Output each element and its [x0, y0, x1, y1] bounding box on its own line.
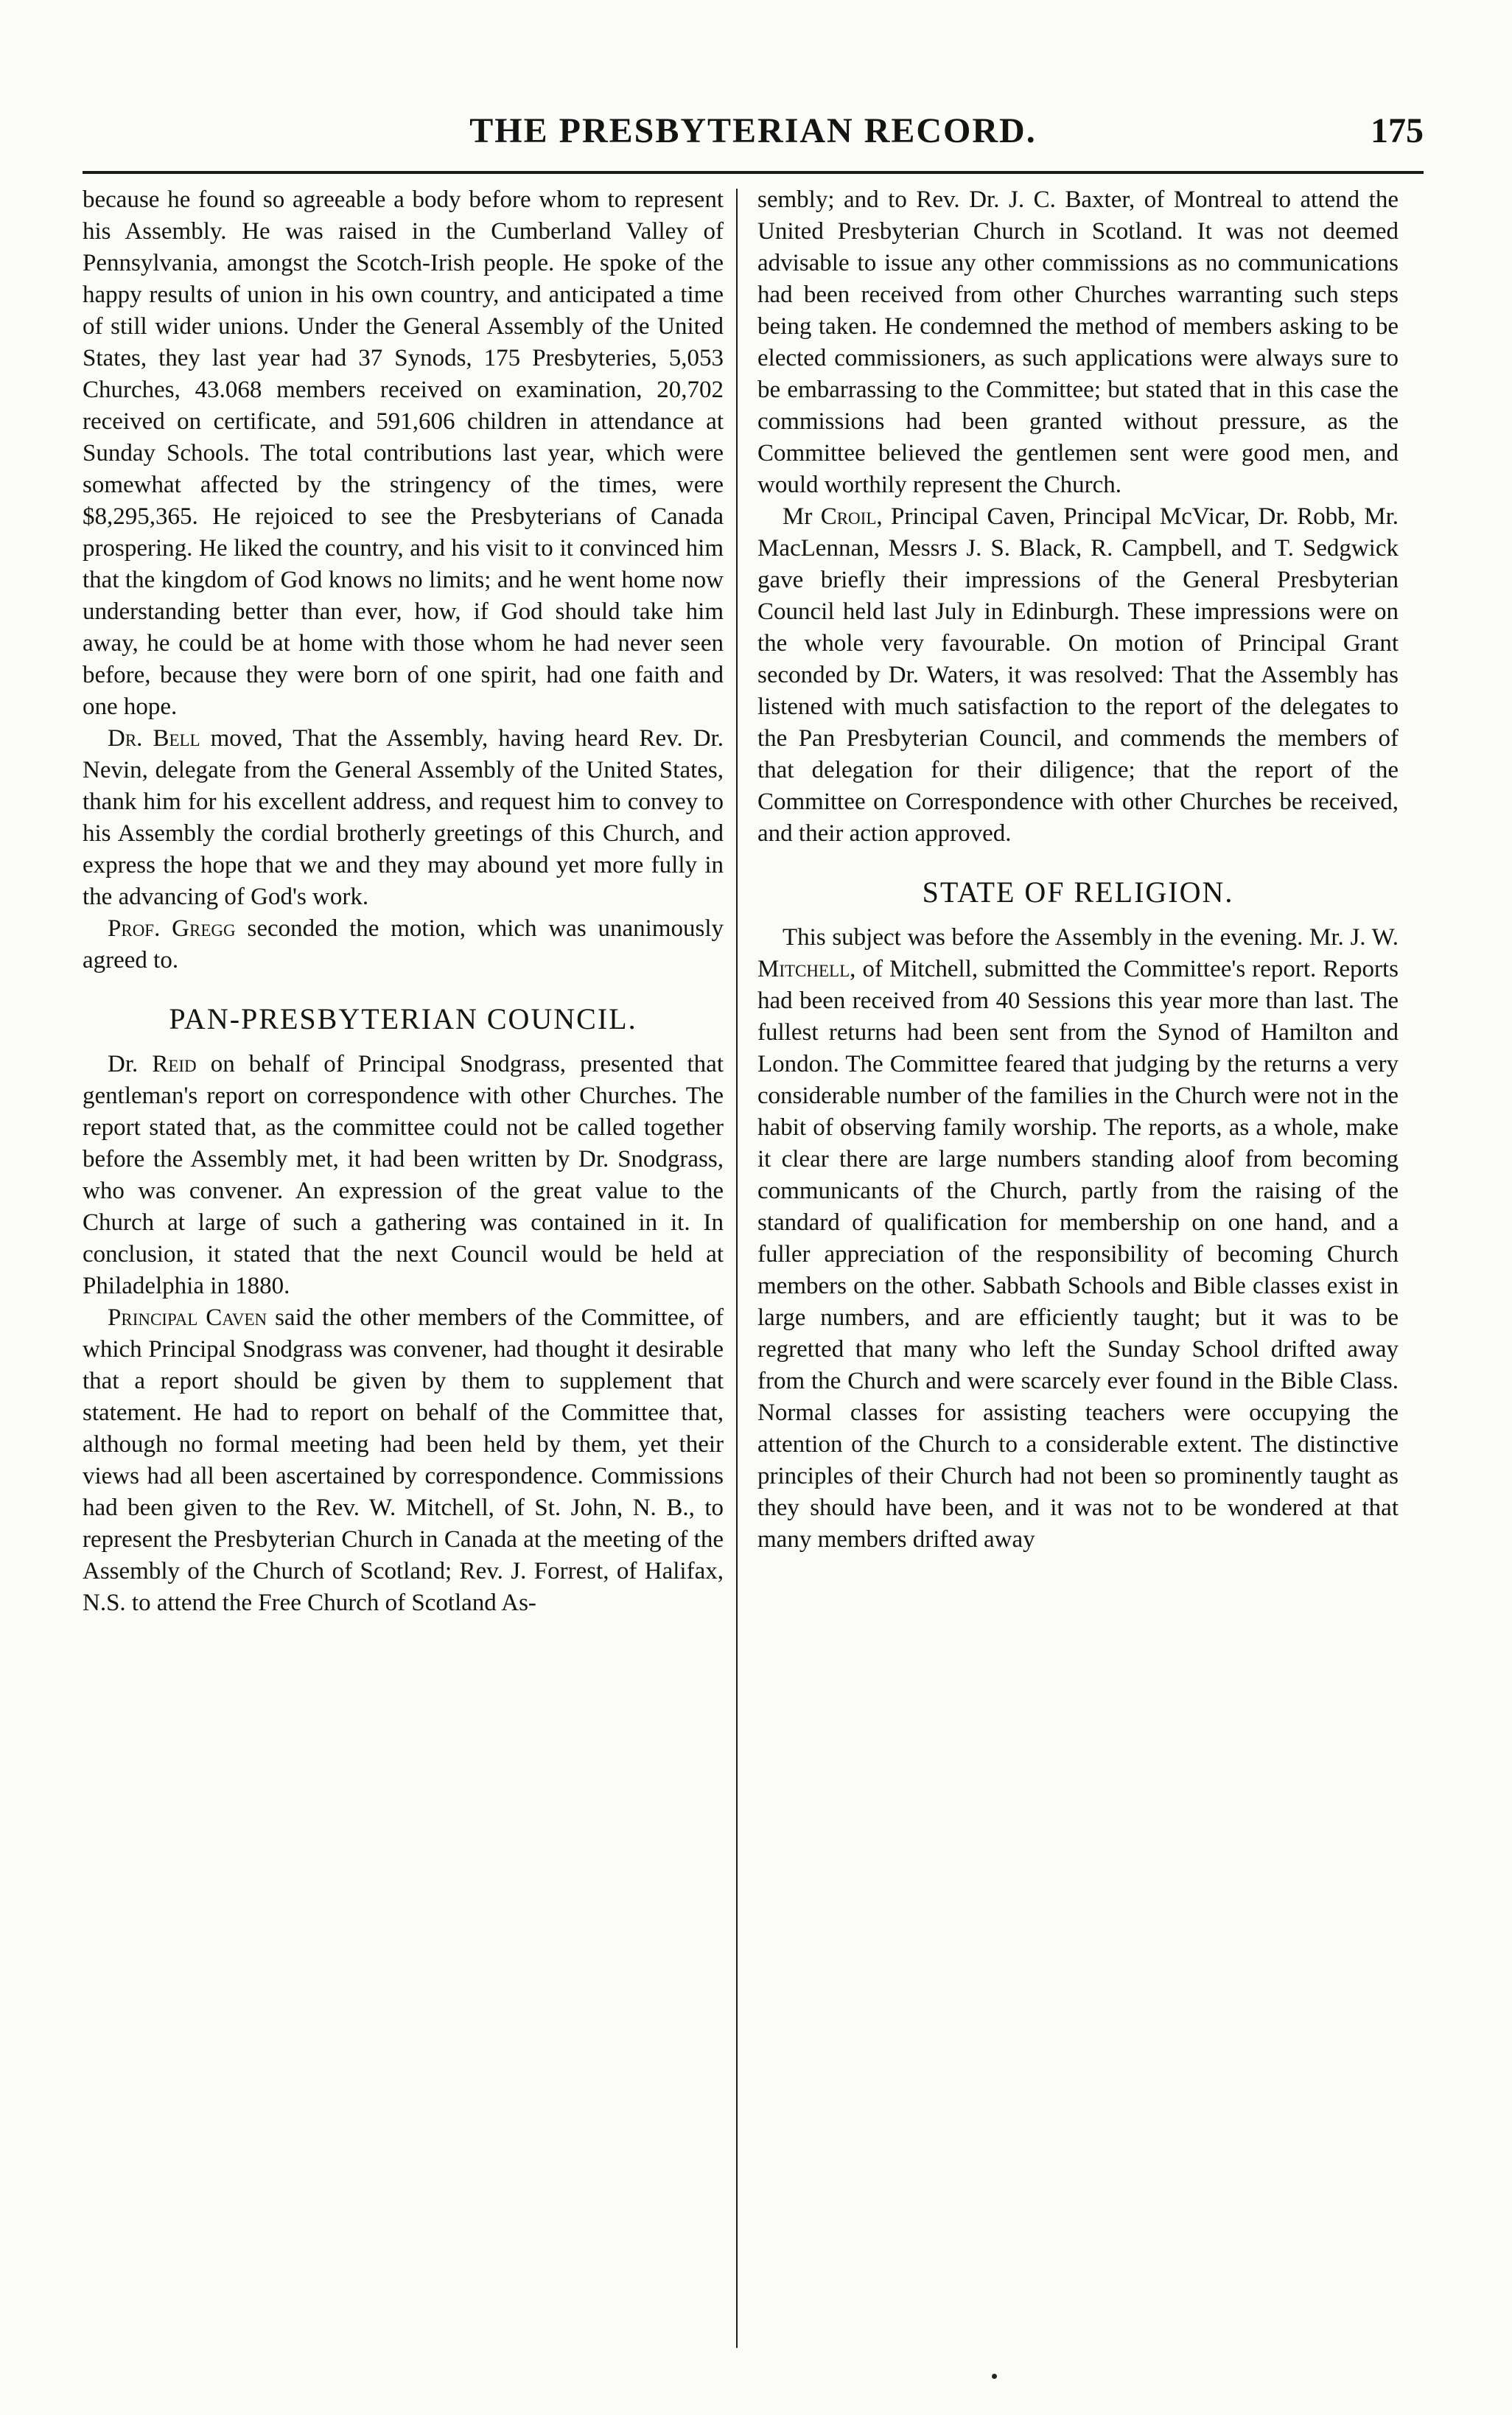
paragraph-text-lead: This subject was before the Assembly in the evening. Mr. J. W.	[783, 924, 1399, 951]
paragraph-text: seconded the motion, which was unanimously agreed to.	[83, 915, 724, 974]
speaker-name: Reid	[152, 1051, 197, 1077]
paragraph-continued: because he found so agreeable a body before whom to represent his Assembly. He was raised in the Cumberland Valley of Pennsylvania, amongst the Scotch-Irish people. He spoke of the happy results of union in his own country, and anticipated a time of still wider unions. Under the General Assembly of the United States, they last year had 37 Synods, 175 Presbyteries, 5,053 Churches, 43.068 members received on examination, 20,702 received on certificate, and 591,606 children in attendance at Sunday Schools. The total contributions last year, which were somewhat affected by the stringency of the times, were $8,295,365. He rejoiced to see the Presbyterians of Canada prospering. He liked the country, and his visit to it convinced him that the kingdom of God knows no limits; and he went home now understanding better than ever, how, if God should take him away, he could be at home with those whom he had never seen before, because they were born of one spirit, had one faith and one hope.	[83, 186, 724, 720]
paragraph-continued: sembly; and to Rev. Dr. J. C. Baxter, of Montreal to attend the United Presbyterian Church in Scotland. It was not deemed advisable to issue any other commissions as no communications had been received from other Churches warranting such steps being taken. He condemned the method of members asking to be elected commissioners, as such applications were always sure to be embarrassing to the Committee; but stated that in this case the commissions had been granted without pressure, as the Committee believed the gentlemen sent were good men, and would worthily represent the Church.	[757, 186, 1399, 498]
paragraph-text: on behalf of Principal Snodgrass, presented that gentleman's report on correspondence with other Churches. The report stated that, as the committee could not be called together before the Assembly met, it had been written by Dr. Snodgrass, who was convener. An expression of the great value to the Church at large of such a gathering was contained in it. In conclusion, it stated that the next Council would be held at Philadelphia in 1880.	[83, 1051, 724, 1299]
paragraph-croil-impressions	[757, 501, 1399, 850]
right-column	[757, 184, 1399, 2351]
speaker-prefix: Dr.	[108, 1051, 153, 1077]
paragraph-text: moved, That the Assembly, having heard Rev. Dr. Nevin, delegate from the General Assembly of the United States, thank him for his excellent address, and request him to convey to his Assembly the cordial brotherly greetings of this Church, and express the hope that we and they may abound yet more fully in the advancing of God's work.	[83, 725, 724, 910]
running-title: THE PRESBYTERIAN RECORD.	[469, 111, 1037, 150]
header-rule	[83, 171, 1424, 174]
speaker-prefix: Mr	[783, 503, 821, 530]
paragraph-gregg-seconded	[83, 913, 724, 976]
paragraph-mitchell-report	[757, 922, 1399, 1556]
speaker-name: Principal Caven	[108, 1304, 267, 1331]
section-heading-state-of-religion: STATE OF RELIGION.	[922, 876, 1234, 909]
column-divider	[736, 189, 738, 2348]
left-column	[83, 184, 724, 2351]
paragraph-text: said the other members of the Committee, of which Principal Snodgrass was convener, had thought it desirable that a report should be given by them to supplement that statement. He had to report on behalf of the Committee that, although no formal meeting had been held by them, yet their views had all been ascertained by correspondence. Commissions had been given to the Rev. W. Mitchell, of St. John, N. B., to represent the Presbyterian Church in Canada at the meeting of the Assembly of the Church of Scotland; Rev. J. Forrest, of Halifax, N.S. to attend the Free Church of Scotland As-	[83, 1304, 724, 1616]
paragraph-reid-report	[83, 1049, 724, 1302]
page-number: 175	[1371, 111, 1424, 150]
speaker-name: Mitchell	[757, 956, 850, 982]
paragraph-caven-report	[83, 1302, 724, 1619]
running-head	[83, 111, 1424, 162]
speaker-name: Prof. Gregg	[108, 915, 236, 942]
speaker-name: Dr. Bell	[108, 725, 200, 752]
speaker-name: Croil	[820, 503, 877, 530]
section-heading-pan-presbyterian: PAN-PRESBYTERIAN COUNCIL.	[169, 1002, 637, 1035]
paragraph-bell-motion	[83, 723, 724, 913]
paragraph-text: , of Mitchell, submitted the Committee's report. Reports had been received from 40 Sessions this year more than last. The fullest returns had been sent from the Synod of Hamilton and London. The Committee feared that judging by the returns a very considerable number of the families in the Church were not in the habit of observing family worship. The reports, as a whole, make it clear there are large numbers standing aloof from becoming communicants of the Church, partly from the raising of the standard of qualification for membership on one hand, and a fuller appreciation of the responsibility of becoming Church members on the other. Sabbath Schools and Bible classes exist in large numbers, and are efficiently taught; but it was to be regretted that many who left the Sunday School drifted away from the Church and were scarcely ever found in the Bible Class. Normal classes for assisting teachers were occupying the attention of the Church to a considerable extent. The distinctive principles of their Church had not been so prominently taught as they should have been, and it was not to be wondered at that many members drifted away	[757, 956, 1399, 1553]
paragraph-text: , Principal Caven, Principal McVicar, Dr. Robb, Mr. MacLennan, Messrs J. S. Black, R. Campbell, and T. Sedgwick gave briefly their impressions of the General Presbyterian Council held last July in Edinburgh. These impressions were on the whole very favourable. On motion of Principal Grant seconded by Dr. Waters, it was resolved: That the Assembly has listened with much satisfaction to the report of the delegates to the Pan Presbyterian Council, and commends the members of that delegation for their diligence; that the report of the Committee on Correspondence with other Churches be received, and their action approved.	[757, 503, 1399, 847]
print-mark	[992, 2374, 997, 2379]
